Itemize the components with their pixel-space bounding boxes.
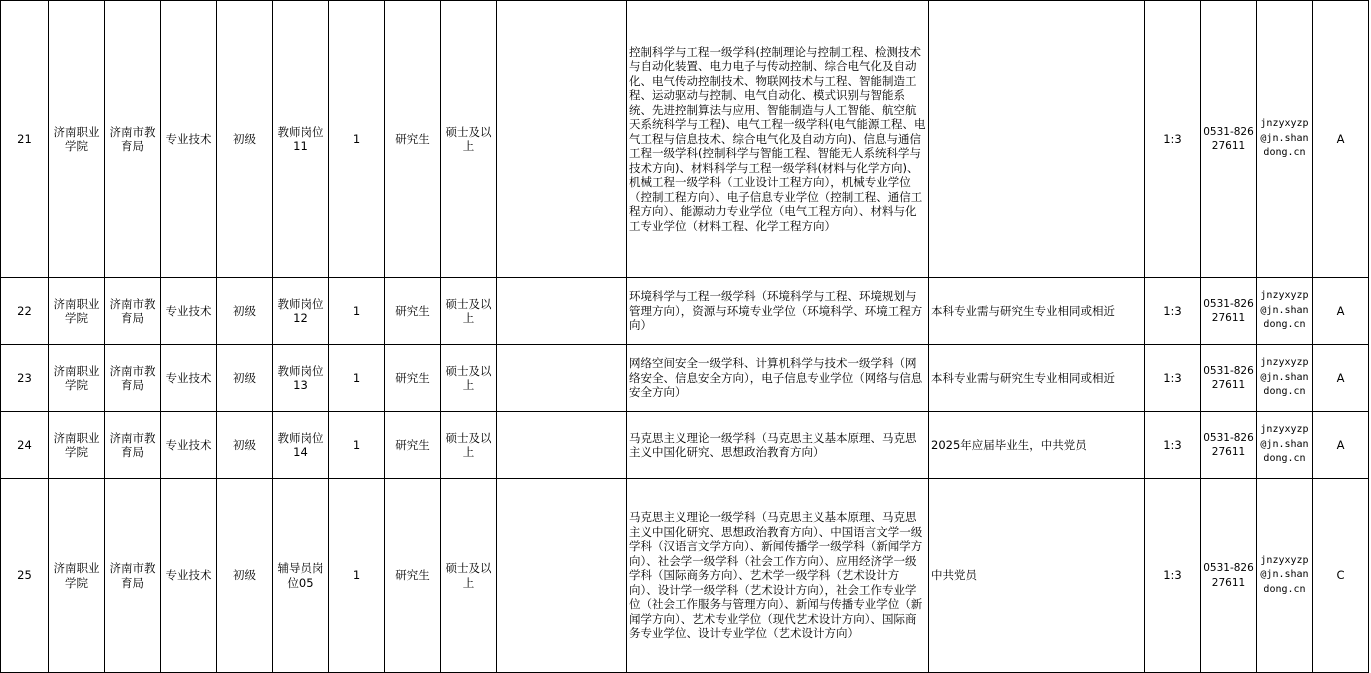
phone-cell: 0531-82627611 xyxy=(1201,1,1257,278)
table-row xyxy=(1,278,1369,345)
serial-number-cell: 22 xyxy=(1,278,49,345)
post-level-cell: 初级 xyxy=(217,479,273,673)
education-cell: 研究生 xyxy=(385,479,441,673)
degree-cell: 硕士及以上 xyxy=(441,412,497,479)
post-level-cell: 初级 xyxy=(217,345,273,412)
post-category-cell: 专业技术 xyxy=(161,1,217,278)
serial-number-cell: 24 xyxy=(1,412,49,479)
major-requirement-cell: 网络空间安全一级学科、计算机科学与技术一级学科（网络安全、信息安全方向），电子信息专业学位（网络与信息安全方向） xyxy=(627,345,929,412)
table-row xyxy=(1,412,1369,479)
serial-number-cell: 25 xyxy=(1,479,49,673)
major-requirement-cell: 环境科学与工程一级学科（环境科学与工程、环境规划与管理方向），资源与环境专业学位（环境科学、环境工程方向） xyxy=(627,278,929,345)
grade-cell: A xyxy=(1313,412,1369,479)
table-row xyxy=(1,345,1369,412)
authority-cell: 济南市教育局 xyxy=(105,1,161,278)
serial-number-cell: 23 xyxy=(1,345,49,412)
exam-ratio-cell: 1:3 xyxy=(1145,345,1201,412)
other-requirement-cell: 本科专业需与研究生专业相同或相近 xyxy=(929,278,1145,345)
education-cell: 研究生 xyxy=(385,278,441,345)
education-cell: 研究生 xyxy=(385,412,441,479)
other-requirement-cell: 本科专业需与研究生专业相同或相近 xyxy=(929,345,1145,412)
hiring-count-cell: 1 xyxy=(329,278,385,345)
phone-cell: 0531-82627611 xyxy=(1201,345,1257,412)
hiring-unit-cell: 济南职业学院 xyxy=(49,479,105,673)
post-name-cell: 教师岗位11 xyxy=(273,1,329,278)
post-category-cell: 专业技术 xyxy=(161,412,217,479)
hiring-count-cell: 1 xyxy=(329,479,385,673)
exam-ratio-cell: 1:3 xyxy=(1145,278,1201,345)
education-cell: 研究生 xyxy=(385,345,441,412)
email-cell: jnzyxyzp@jn.shandong.cn xyxy=(1257,278,1313,345)
post-name-cell: 教师岗位12 xyxy=(273,278,329,345)
exam-ratio-cell: 1:3 xyxy=(1145,412,1201,479)
table-row xyxy=(1,479,1369,673)
degree-cell: 硕士及以上 xyxy=(441,1,497,278)
post-name-cell: 教师岗位14 xyxy=(273,412,329,479)
extra-cell xyxy=(497,278,627,345)
degree-cell: 硕士及以上 xyxy=(441,278,497,345)
other-requirement-cell xyxy=(929,1,1145,278)
other-requirement-cell: 2025年应届毕业生，中共党员 xyxy=(929,412,1145,479)
major-requirement-cell: 控制科学与工程一级学科(控制理论与控制工程、检测技术与自动化装置、电力电子与传动控制、综合电气化及自动化、电气传动控制技术、物联网技术与工程、智能制造工程、运动驱动与控制、电气自动化、模式识别与智能系统、先进控制算法与应用、智能制造与人工智能、航空航天系统科学与工程)、电气工程一级学科(电气能源工程、电气工程与信息技术、综合电气化及自动方向)、信息与通信工程一级学科(控制科学与智能工程、智能无人系统科学与技术方向)、材料科学与工程一级学科(材料与化学方向)、机械工程一级学科（工业设计工程方向），机械专业学位（控制工程方向）、电子信息专业学位（控制工程、通信工程方向）、能源动力专业学位（电气工程方向）、材料与化工专业学位（材料工程、化学工程方向） xyxy=(627,1,929,278)
email-cell: jnzyxyzp@jn.shandong.cn xyxy=(1257,345,1313,412)
extra-cell xyxy=(497,1,627,278)
post-level-cell: 初级 xyxy=(217,412,273,479)
hiring-count-cell: 1 xyxy=(329,345,385,412)
grade-cell: A xyxy=(1313,1,1369,278)
major-requirement-cell: 马克思主义理论一级学科（马克思主义基本原理、马克思主义中国化研究、思想政治教育方向） xyxy=(627,412,929,479)
education-cell: 研究生 xyxy=(385,1,441,278)
major-requirement-cell: 马克思主义理论一级学科（马克思主义基本原理、马克思主义中国化研究、思想政治教育方向）、中国语言文学一级学科（汉语言文学方向）、新闻传播学一级学科（新闻学方向）、社会学一级学科（社会工作方向）、应用经济学一级学科（国际商务方向）、艺术学一级学科（艺术设计方向）、设计学一级学科（艺术设计方向），社会工作专业学位（社会工作服务与管理方向）、新闻与传播专业学位（新闻学方向）、艺术专业学位（现代艺术设计方向）、国际商务专业学位、设计专业学位（艺术设计方向） xyxy=(627,479,929,673)
extra-cell xyxy=(497,412,627,479)
exam-ratio-cell: 1:3 xyxy=(1145,1,1201,278)
hiring-count-cell: 1 xyxy=(329,412,385,479)
post-category-cell: 专业技术 xyxy=(161,345,217,412)
phone-cell: 0531-82627611 xyxy=(1201,278,1257,345)
post-level-cell: 初级 xyxy=(217,278,273,345)
hiring-unit-cell: 济南职业学院 xyxy=(49,278,105,345)
authority-cell: 济南市教育局 xyxy=(105,278,161,345)
exam-ratio-cell: 1:3 xyxy=(1145,479,1201,673)
authority-cell: 济南市教育局 xyxy=(105,412,161,479)
grade-cell: A xyxy=(1313,345,1369,412)
hiring-unit-cell: 济南职业学院 xyxy=(49,345,105,412)
post-level-cell: 初级 xyxy=(217,1,273,278)
email-cell: jnzyxyzp@jn.shandong.cn xyxy=(1257,479,1313,673)
grade-cell: C xyxy=(1313,479,1369,673)
hiring-count-cell: 1 xyxy=(329,1,385,278)
phone-cell: 0531-82627611 xyxy=(1201,412,1257,479)
table-row xyxy=(1,1,1369,278)
hiring-unit-cell: 济南职业学院 xyxy=(49,1,105,278)
phone-cell: 0531-82627611 xyxy=(1201,479,1257,673)
authority-cell: 济南市教育局 xyxy=(105,345,161,412)
email-cell: jnzyxyzp@jn.shandong.cn xyxy=(1257,1,1313,278)
post-name-cell: 教师岗位13 xyxy=(273,345,329,412)
other-requirement-cell: 中共党员 xyxy=(929,479,1145,673)
grade-cell: A xyxy=(1313,278,1369,345)
extra-cell xyxy=(497,479,627,673)
email-cell: jnzyxyzp@jn.shandong.cn xyxy=(1257,412,1313,479)
post-category-cell: 专业技术 xyxy=(161,479,217,673)
authority-cell: 济南市教育局 xyxy=(105,479,161,673)
degree-cell: 硕士及以上 xyxy=(441,479,497,673)
post-category-cell: 专业技术 xyxy=(161,278,217,345)
post-name-cell: 辅导员岗位05 xyxy=(273,479,329,673)
hiring-unit-cell: 济南职业学院 xyxy=(49,412,105,479)
degree-cell: 硕士及以上 xyxy=(441,345,497,412)
serial-number-cell: 21 xyxy=(1,1,49,278)
extra-cell xyxy=(497,345,627,412)
